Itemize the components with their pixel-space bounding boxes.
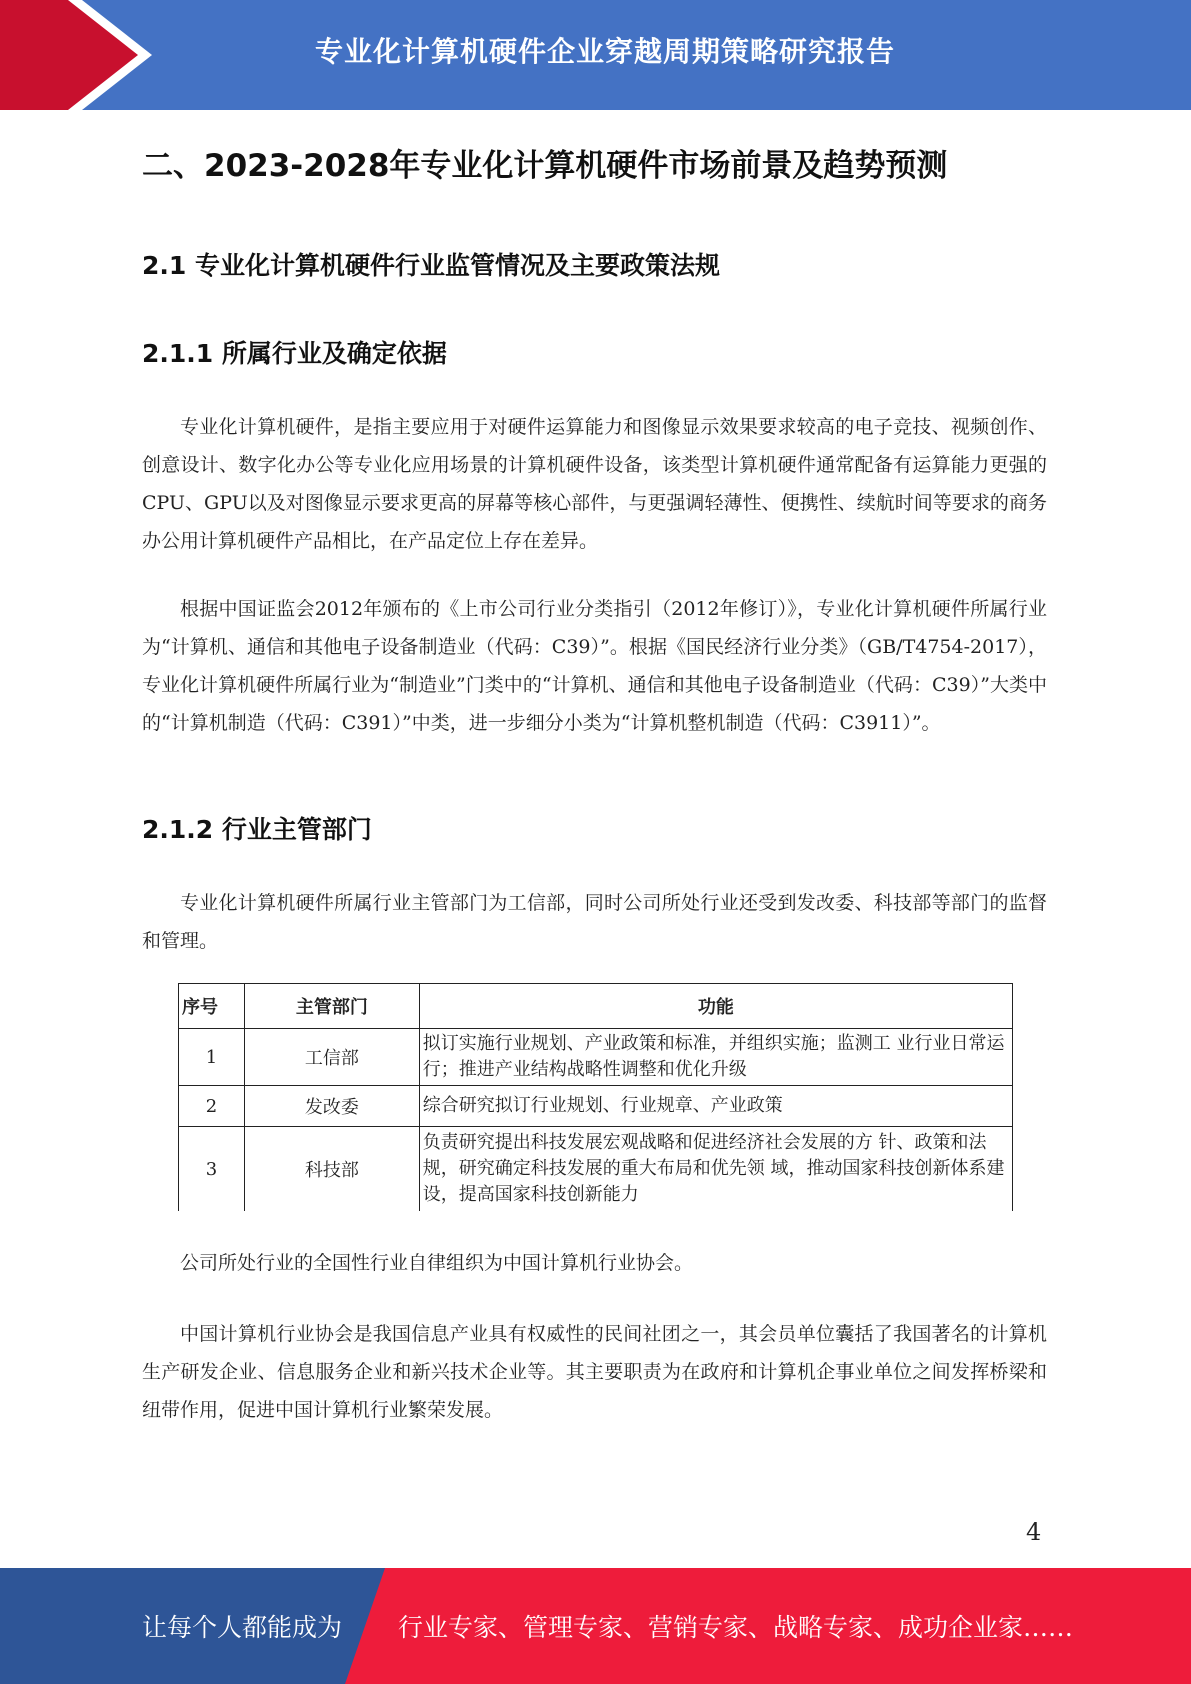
cell-no: 2 (179, 1086, 245, 1127)
table-row (179, 1086, 1013, 1127)
table-header-row (179, 984, 1013, 1029)
paragraph: 专业化计算机硬件所属行业主管部门为工信部，同时公司所处行业还受到发改委、科技部等部门的监督和管理。 (142, 892, 1047, 952)
report-title: 专业化计算机硬件企业穿越周期策略研究报告 (314, 35, 895, 68)
section-title: 二、2023-2028年专业化计算机硬件市场前景及趋势预测 (142, 148, 948, 184)
departments-table (178, 983, 1013, 1211)
subsection-title: 2.1 专业化计算机硬件行业监管情况及主要政策法规 (142, 251, 720, 280)
header-red-arrow (0, 0, 150, 110)
cell-no: 1 (179, 1029, 245, 1086)
cell-func: 负责研究提出科技发展宏观战略和促进经济社会发展的方 针、政策和法规，研究确定科技发展的重大布局和优先领 域，推动国家科技创新体系建设，提高国家科技创新能力 (419, 1127, 1012, 1212)
sub1-title: 2.1.1 所属行业及确定依据 (142, 339, 447, 368)
header-banner (0, 0, 1191, 110)
cell-func: 拟订实施行业规划、产业政策和标准，并组织实施；监测工 业行业日常运行；推进产业结构战略性调整和优化升级 (419, 1029, 1012, 1086)
sub2-title: 2.1.2 行业主管部门 (142, 815, 372, 844)
cell-dept: 工信部 (244, 1029, 419, 1086)
header-no: 序号 (179, 984, 245, 1029)
footer-slogan-left: 让每个人都能成为 (142, 1613, 343, 1642)
table-row (179, 1029, 1013, 1086)
cell-dept: 发改委 (244, 1086, 419, 1127)
paragraph: 根据中国证监会2012年颁布的《上市公司行业分类指引（2012年修订）》，专业化计算机硬件所属行业为“计算机、通信和其他电子设备制造业（代码：C39）”。根据《国民经济行业分类》（GB/T4754-2017），专业化计算机硬件所属行业为“制造业”门类中的“计算机、通信和其他电子设备制造业（代码：C39）”大类中的“计算机制造（代码：C391）”中类，进一步细分小类为“计算机整机制造（代码：C3911）”。 (142, 598, 1047, 734)
cell-func: 综合研究拟订行业规划、行业规章、产业政策 (419, 1086, 1012, 1127)
footer-banner (0, 1568, 1191, 1684)
cell-no: 3 (179, 1127, 245, 1212)
paragraph: 中国计算机行业协会是我国信息产业具有权威性的民间社团之一，其会员单位囊括了我国著名的计算机生产研发企业、信息服务企业和新兴技术企业等。其主要职责为在政府和计算机企事业单位之间发挥桥梁和纽带作用，促进中国计算机行业繁荣发展。 (142, 1323, 1047, 1421)
header-func: 功能 (419, 984, 1012, 1029)
footer-slogan-right: 行业专家、管理专家、营销专家、战略专家、成功企业家…… (398, 1613, 1074, 1642)
header-dept: 主管部门 (244, 984, 419, 1029)
paragraph: 专业化计算机硬件，是指主要应用于对硬件运算能力和图像显示效果要求较高的电子竞技、视频创作、创意设计、数字化办公等专业化应用场景的计算机硬件设备，该类型计算机硬件通常配备有运算能力更强的CPU、GPU以及对图像显示要求更高的屏幕等核心部件，与更强调轻薄性、便携性、续航时间等要求的商务办公用计算机硬件产品相比，在产品定位上存在差异。 (142, 416, 1047, 552)
cell-dept: 科技部 (244, 1127, 419, 1212)
page-number: 4 (1026, 1518, 1042, 1546)
paragraph: 公司所处行业的全国性行业自律组织为中国计算机行业协会。 (180, 1252, 694, 1274)
table-row (179, 1127, 1013, 1212)
